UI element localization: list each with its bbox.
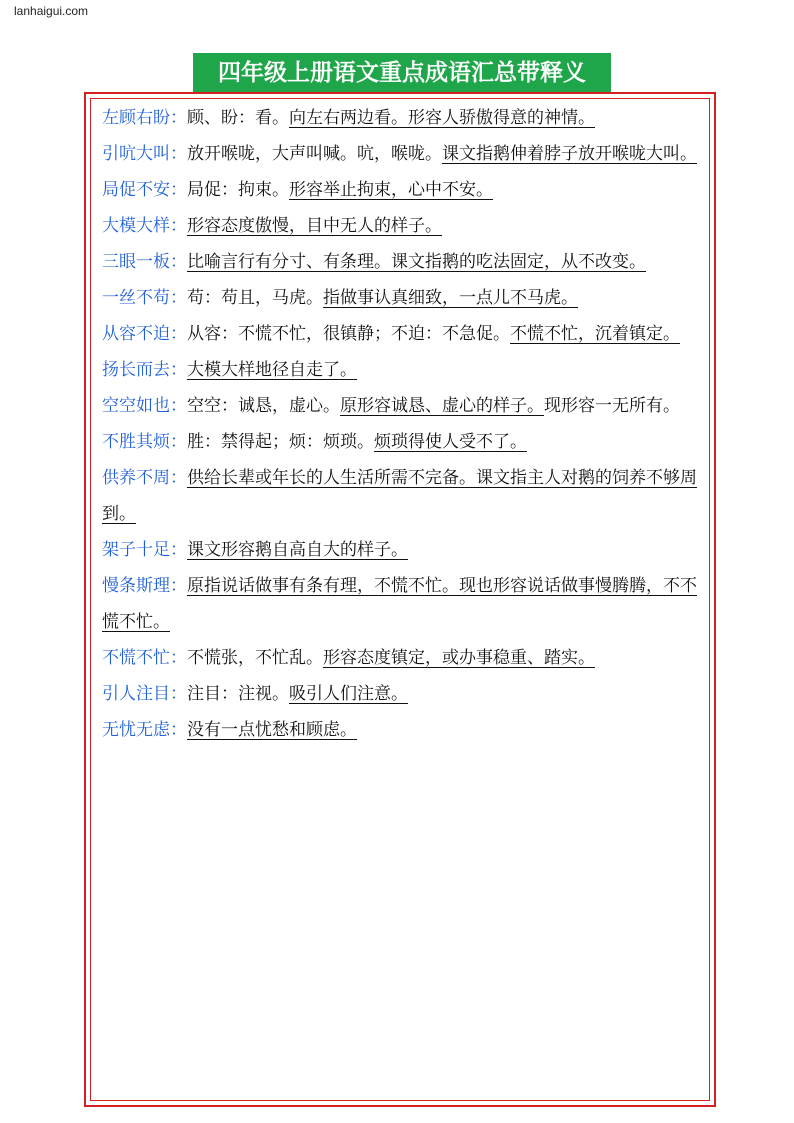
idiom-term: 不慌不忙 [102, 648, 170, 668]
idiom-definition: 吸引人们注意。 [289, 684, 408, 704]
idiom-term: 三眼一板 [102, 252, 170, 272]
idiom-term: 引吭大叫 [102, 144, 170, 164]
idiom-definition: 不慌不忙，沉着镇定。 [510, 324, 680, 344]
idiom-term: 一丝不苟 [102, 288, 170, 308]
idiom-definition: 大模大样地径自走了。 [187, 360, 357, 380]
page-title: 四年级上册语文重点成语汇总带释义 [193, 53, 611, 93]
idiom-definition: 课文指鹅伸着脖子放开喉咙大叫。 [442, 144, 697, 164]
idiom-entry: 引吭大叫：放开喉咙，大声叫喊。吭，喉咙。课文指鹅伸着脖子放开喉咙大叫。 [102, 144, 697, 164]
idiom-entry: 空空如也：空空：诚恳，虚心。原形容诚恳、虚心的样子。现形容一无所有。 [102, 396, 680, 416]
idiom-note: 空空：诚恳，虚心。 [187, 396, 340, 416]
idiom-entry: 扬长而去：大模大样地径自走了。 [102, 360, 357, 380]
idiom-definition: 原指说话做事有条有理，不慌不忙。现也形容说话做事慢腾腾，不不慌不忙。 [102, 576, 697, 632]
idiom-definition: 形容态度傲慢，目中无人的样子。 [187, 216, 442, 236]
idiom-definition: 烦琐得使人受不了。 [374, 432, 527, 452]
idiom-definition: 没有一点忧愁和顾虑。 [187, 720, 357, 740]
idiom-term: 供养不周 [102, 468, 170, 488]
idiom-term: 空空如也 [102, 396, 170, 416]
idiom-definition: 供给长辈或年长的人生活所需不完备。课文指主人对鹅的饲养不够周到。 [102, 468, 697, 524]
idiom-note: 局促：拘束。 [187, 180, 289, 200]
idiom-note: 顾、盼：看。 [187, 108, 289, 128]
idiom-definition: 原形容诚恳、虚心的样子。 [340, 396, 544, 416]
idiom-definition: 向左右两边看。形容人骄傲得意的神情。 [289, 108, 595, 128]
idiom-term: 无忧无虑 [102, 720, 170, 740]
idiom-term: 慢条斯理 [102, 576, 170, 596]
idiom-entry: 左顾右盼：顾、盼：看。向左右两边看。形容人骄傲得意的神情。 [102, 108, 595, 128]
idiom-note: 从容：不慌不忙，很镇静；不迫：不急促。 [187, 324, 510, 344]
idiom-definition: 比喻言行有分寸、有条理。课文指鹅的吃法固定，从不改变。 [187, 252, 646, 272]
idiom-entry: 架子十足：课文形容鹅自高自大的样子。 [102, 540, 408, 560]
idiom-note-extra: 现形容一无所有。 [544, 396, 680, 416]
idiom-note: 苟：苟且，马虎。 [187, 288, 323, 308]
idiom-term: 局促不安 [102, 180, 170, 200]
idiom-entry: 慢条斯理：原指说话做事有条有理，不慌不忙。现也形容说话做事慢腾腾，不不慌不忙。 [102, 576, 697, 632]
idiom-definition: 课文形容鹅自高自大的样子。 [187, 540, 408, 560]
idiom-note: 胜：禁得起；烦：烦琐。 [187, 432, 374, 452]
idiom-entry: 引人注目：注目：注视。吸引人们注意。 [102, 684, 408, 704]
idiom-term: 引人注目 [102, 684, 170, 704]
idiom-term: 从容不迫 [102, 324, 170, 344]
idiom-definition: 形容态度镇定，或办事稳重、踏实。 [323, 648, 595, 668]
idiom-note: 放开喉咙，大声叫喊。吭，喉咙。 [187, 144, 442, 164]
idiom-definition: 指做事认真细致，一点儿不马虎。 [323, 288, 578, 308]
idiom-entry: 不慌不忙：不慌张，不忙乱。形容态度镇定，或办事稳重、踏实。 [102, 648, 595, 668]
idiom-list [102, 100, 702, 748]
idiom-term: 大模大样 [102, 216, 170, 236]
site-watermark: lanhaigui.com [14, 4, 89, 18]
idiom-entry: 大模大样：形容态度傲慢，目中无人的样子。 [102, 216, 442, 236]
idiom-entry: 一丝不苟：苟：苟且，马虎。指做事认真细致，一点儿不马虎。 [102, 288, 578, 308]
idiom-entry: 供养不周：供给长辈或年长的人生活所需不完备。课文指主人对鹅的饲养不够周到。 [102, 468, 697, 524]
idiom-note: 注目：注视。 [187, 684, 289, 704]
idiom-term: 不胜其烦 [102, 432, 170, 452]
idiom-entry: 无忧无虑：没有一点忧愁和顾虑。 [102, 720, 357, 740]
idiom-term: 左顾右盼 [102, 108, 170, 128]
idiom-entry: 局促不安：局促：拘束。形容举止拘束，心中不安。 [102, 180, 493, 200]
idiom-entry: 三眼一板：比喻言行有分寸、有条理。课文指鹅的吃法固定，从不改变。 [102, 252, 646, 272]
idiom-note: 不慌张，不忙乱。 [187, 648, 323, 668]
idiom-definition: 形容举止拘束，心中不安。 [289, 180, 493, 200]
idiom-entry: 不胜其烦：胜：禁得起；烦：烦琐。烦琐得使人受不了。 [102, 432, 527, 452]
idiom-term: 扬长而去 [102, 360, 170, 380]
idiom-entry: 从容不迫：从容：不慌不忙，很镇静；不迫：不急促。不慌不忙，沉着镇定。 [102, 324, 680, 344]
idiom-term: 架子十足 [102, 540, 170, 560]
